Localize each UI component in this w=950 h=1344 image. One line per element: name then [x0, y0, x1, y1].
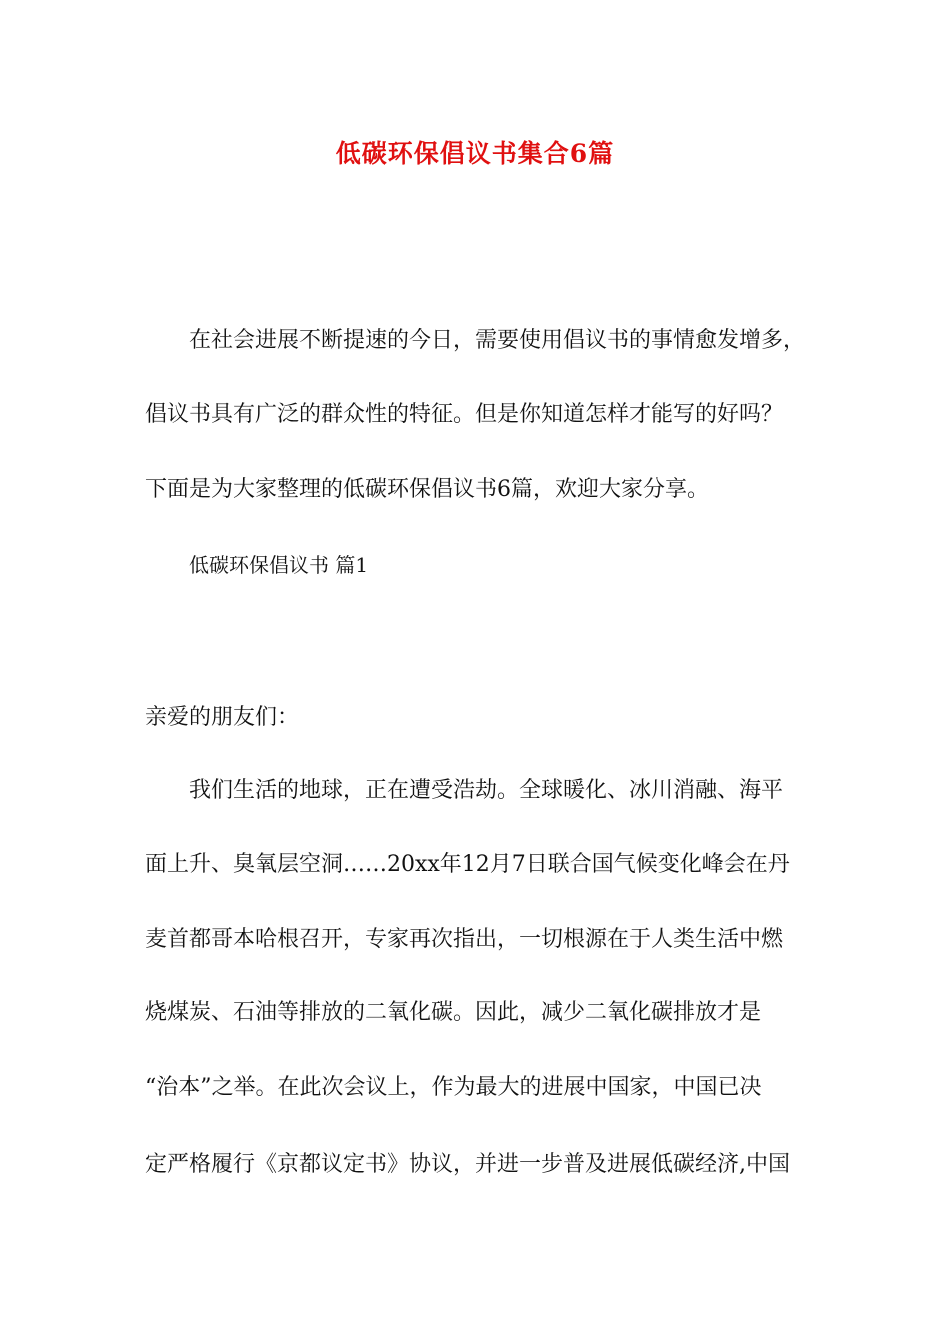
body-line-3: 麦首都哥本哈根召开，专家再次指出，一切根源在于人类生活中燃 [145, 927, 784, 952]
intro-line-1: 在社会进展不断提速的今日，需要使用倡议书的事情愈发增多， [189, 328, 806, 353]
body-line-4: 烧煤炭、石油等排放的二氧化碳。因此，减少二氧化碳排放才是 [145, 1000, 762, 1025]
section-heading: 低碳环保倡议书 篇1 [189, 553, 369, 577]
intro-line-2: 倡议书具有广泛的群众性的特征。但是你知道怎样才能写的好吗？ [145, 402, 784, 427]
body-line-2: 面上升、臭氧层空洞……20xx年12月7日联合国气候变化峰会在丹 [145, 852, 790, 877]
document-title: 低碳环保倡议书集合6篇 [335, 139, 615, 168]
body-line-1: 我们生活的地球，正在遭受浩劫。全球暖化、冰川消融、海平 [189, 778, 784, 803]
body-line-6: 定严格履行《京都议定书》协议，并进一步普及进展低碳经济,中国 [145, 1152, 790, 1177]
salutation: 亲爱的朋友们： [145, 705, 300, 730]
intro-line-3: 下面是为大家整理的低碳环保倡议书6篇，欢迎大家分享。 [145, 477, 709, 502]
body-line-5: “治本”之举。在此次会议上，作为最大的进展中国家，中国已决 [145, 1075, 762, 1100]
